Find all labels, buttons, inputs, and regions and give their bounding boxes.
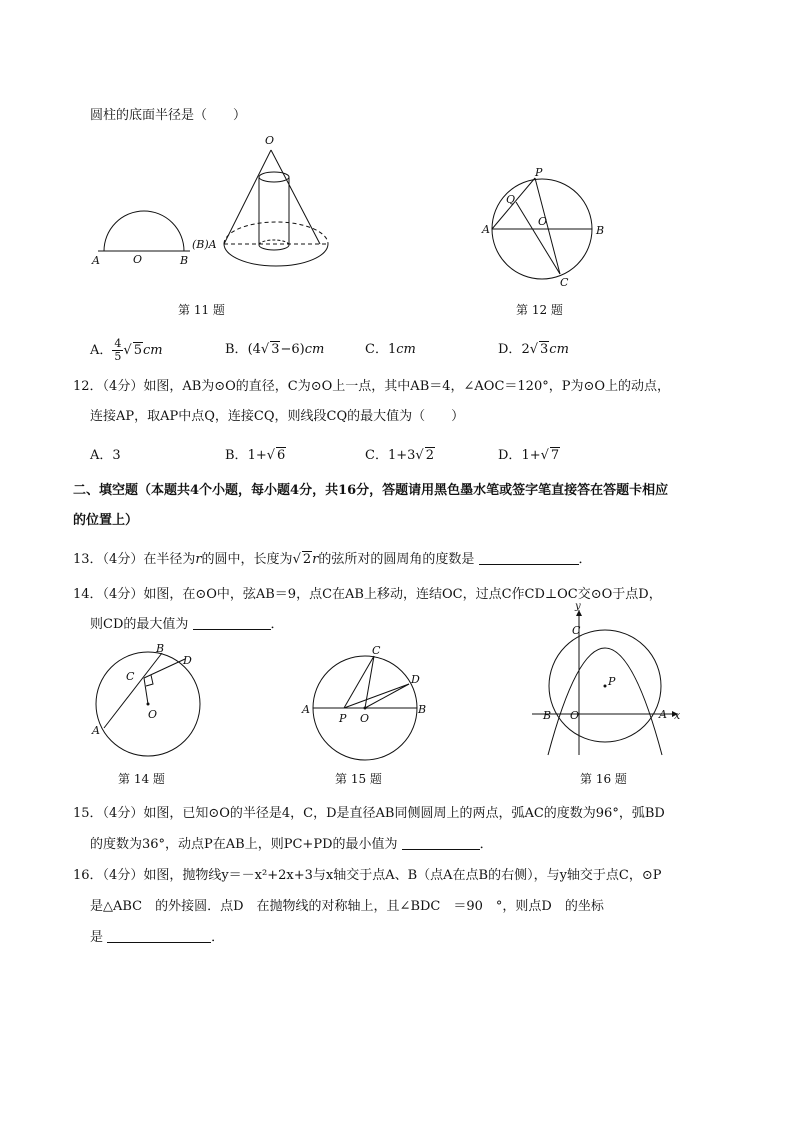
- fig11-semicircle-diagram: [90, 205, 200, 265]
- fig16-label-a: A: [659, 708, 667, 721]
- fig12-label-q: Q: [506, 193, 516, 206]
- q14-answer-blank[interactable]: [193, 615, 271, 630]
- q16-line2: 是△ABC 的外接圆．点D 在抛物线的对称轴上，且∠BDC ＝90 °，则点D 的坐标: [90, 899, 604, 914]
- fig16-label-c: C: [572, 624, 581, 637]
- fig11-label-o: O: [133, 253, 143, 266]
- fig12-label-o: O: [538, 215, 548, 228]
- q15-answer-blank[interactable]: [402, 835, 480, 850]
- fig15-circle-diagram: [298, 640, 438, 765]
- q12-option-a[interactable]: A．3: [90, 448, 121, 463]
- q12-option-d[interactable]: D．1+√ 7: [498, 448, 560, 463]
- fig11-caption: 第 11 题: [178, 303, 225, 317]
- fig15-label-d: D: [411, 673, 420, 686]
- fig16-caption: 第 16 题: [580, 772, 627, 786]
- q12-option-b[interactable]: B．1+√ 6: [225, 448, 286, 463]
- q15-line1: 15．（4分）如图，已知⊙O的半径是4，C，D是直径AB同侧圆周上的两点，弧AC的度数为96°，弧BD: [73, 806, 665, 821]
- fig14-caption: 第 14 题: [118, 772, 165, 786]
- fig11-label-a: A: [92, 254, 100, 267]
- q12-line2: 连接AP，取AP中点Q，连接CQ，则线段CQ的最大值为（ ）: [90, 409, 465, 424]
- q14-line2: 则CD的最大值为 ．: [90, 617, 284, 632]
- q13-answer-blank[interactable]: [479, 550, 579, 565]
- fig11-label-b: B: [180, 254, 189, 267]
- q11-option-d[interactable]: D．2√ 3cm: [498, 342, 569, 357]
- q11-option-c[interactable]: C．1cm: [365, 342, 416, 357]
- fig16-label-x: x: [674, 709, 681, 722]
- fig15-label-c: C: [372, 644, 381, 657]
- q14-line1: 14．（4分）如图，在⊙O中，弦AB＝9，点C在AB上移动，连结OC，过点C作CD⊥OC交⊙O于点D，: [73, 587, 662, 602]
- fig14-label-a: A: [92, 724, 100, 737]
- fig12-label-a: A: [482, 223, 490, 236]
- fig12-label-c: C: [560, 276, 569, 289]
- section2-header-line1: 二、填空题（本题共4个小题，每小题4分，共16分，答题请用黑色墨水笔或签字笔直接答在答题卡相应: [73, 483, 669, 498]
- q11-tail-text: 圆柱的底面半径是（ ）: [90, 108, 247, 123]
- q16-answer-blank[interactable]: [107, 928, 211, 943]
- fig16-label-o: O: [570, 709, 580, 722]
- q15-line2: 的度数为36°，动点P在AB上，则PC+PD的最小值为 ．: [90, 837, 493, 852]
- fig12-label-b: B: [596, 224, 605, 237]
- fig14-label-d: D: [183, 654, 192, 667]
- fig15-label-b: B: [418, 703, 427, 716]
- fig14-label-c: C: [126, 670, 135, 683]
- fig15-label-o: O: [360, 712, 370, 725]
- fig12-circle-diagram: [478, 160, 618, 290]
- fig12-caption: 第 12 题: [516, 303, 563, 317]
- fig11-label-top-o: O: [265, 134, 275, 147]
- fig16-label-b: B: [543, 709, 552, 722]
- fig14-label-o: O: [148, 708, 158, 721]
- q16-line1: 16．（4分）如图，抛物线y＝－x²+2x+3与x轴交于点A、B（点A在点B的右侧），与y轴交于点C，⊙P: [73, 868, 662, 883]
- fig15-label-a: A: [302, 703, 310, 716]
- q11-option-b[interactable]: B．(4√ 3−6)cm: [225, 342, 325, 357]
- fig16-label-p: P: [608, 675, 616, 688]
- q16-line3: 是 ．: [90, 930, 225, 945]
- fig15-caption: 第 15 题: [335, 772, 382, 786]
- fig16-parabola-diagram: [528, 601, 688, 760]
- fig16-label-y: y: [575, 601, 581, 612]
- q13-text: 13．（4分）在半径为r的圆中，长度为√ 2r的弦所对的圆周角的度数是 ．: [73, 552, 592, 567]
- q12-line1: 12．（4分）如图，AB为⊙O的直径，C为⊙O上一点，其中AB＝4，∠AOC＝120°，P为⊙O上的动点，: [73, 379, 671, 394]
- q11-option-a[interactable]: A． $\frac{4}{5}$ √ 5cm: [90, 337, 163, 363]
- fig11-cone-diagram: [190, 132, 340, 277]
- q12-option-c[interactable]: C．1+3√ 2: [365, 448, 434, 463]
- section2-header-line2: 的位置上）: [73, 513, 139, 528]
- fig11-label-ba: (B)A: [192, 238, 217, 251]
- fig15-label-p: P: [339, 712, 347, 725]
- fig12-label-p: P: [535, 166, 543, 179]
- fig14-label-b: B: [156, 642, 165, 655]
- fig14-circle-diagram: [88, 640, 208, 765]
